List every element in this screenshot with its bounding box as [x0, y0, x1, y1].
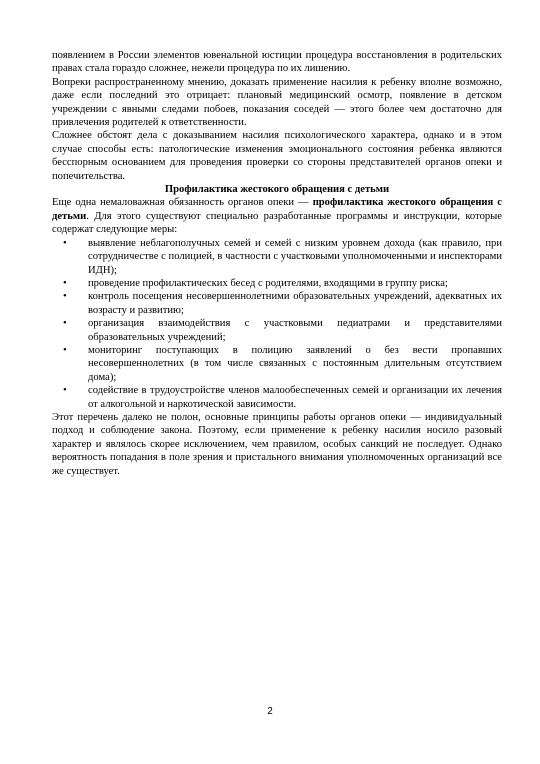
intro-text-end: . Для этого существуют специально разработанные программы и инструкции, которые содержат следующие меры: [52, 210, 502, 236]
bullet-icon: • [63, 277, 67, 289]
measures-list [52, 237, 502, 411]
list-item-text: содействие в трудоустройстве членов малообеспеченных семей и организации их лечения от алкогольной и наркотической зависимости. [88, 385, 502, 410]
list-item [52, 290, 502, 317]
bullet-icon: • [63, 385, 67, 397]
list-item [52, 237, 502, 277]
intro-text-bold: профилактика жестокого обращения с детьми [52, 197, 502, 222]
section-intro [52, 196, 502, 236]
paragraph-psychological-violence: Сложнее обстоят дела с доказыванием насилия психологического характера, однако и в этом случае способы есть: патологические изменения эмоционального состояния ребенка являются бесспорным основанием для проведения проверки со стороны представителей органов опеки и попечительства. [52, 130, 502, 182]
bullet-icon: • [63, 344, 67, 356]
list-item [52, 344, 502, 384]
page-number: 2 [267, 706, 273, 717]
list-item-text: проведение профилактических бесед с родителями, входящими в группу риска; [88, 277, 448, 289]
paragraph-proving-violence: Вопреки распространенному мнению, доказать применение насилия к ребенку вполне возможно, даже если последний это отрицает: плановый медицинский осмотр, появление в детском учреждении с явными следами побоев, показания соседей — этого более чем достаточно для привлечения родителей к ответственности. [52, 76, 502, 129]
bullet-icon: • [63, 291, 67, 303]
section-heading: Профилактика жестокого обращения с детьми [164, 184, 390, 196]
bullet-icon: • [63, 318, 67, 330]
list-item [52, 384, 502, 411]
intro-text-start: Еще одна немаловажная обязанность органов опеки — [52, 197, 313, 209]
document-page [52, 49, 502, 478]
list-item-text: организация взаимодействия с участковыми педиатрами и представителями образовательных учреждений; [88, 318, 502, 343]
list-item [52, 277, 502, 290]
bullet-icon: • [63, 237, 67, 249]
list-item-text: контроль посещения несовершеннолетними образовательных учреждений, адекватных их возрасту и развитию; [88, 291, 502, 316]
list-item-text: выявление неблагополучных семей и семей с низким уровнем дохода (как правило, при сотрудничестве с полицией, в частности с участковыми уполномоченными и инспекторами ИДН); [88, 237, 502, 276]
paragraph-conclusion: Этот перечень далеко не полон, основные принципы работы органов опеки — индивидуальный подход и соблюдение закона. Поэтому, если применение к ребенку насилия носило разовый характер и являлось скорее исключением, чем правилом, особых санкций не последует. Однако вероятность попадания в поле зрения и пристального внимания уполномоченных организаций все же существует. [52, 411, 502, 477]
list-item-text: мониторинг поступающих в полицию заявлений о без вести пропавших несовершеннолетних (в том числе связанных с постоянным длительным отсутствием дома); [88, 344, 502, 383]
list-item [52, 317, 502, 344]
paragraph-restoration: появлением в России элементов ювенальной юстиции процедура восстановления в родительских правах стала гораздо сложнее, нежели процедура по их лишению. [52, 50, 502, 75]
